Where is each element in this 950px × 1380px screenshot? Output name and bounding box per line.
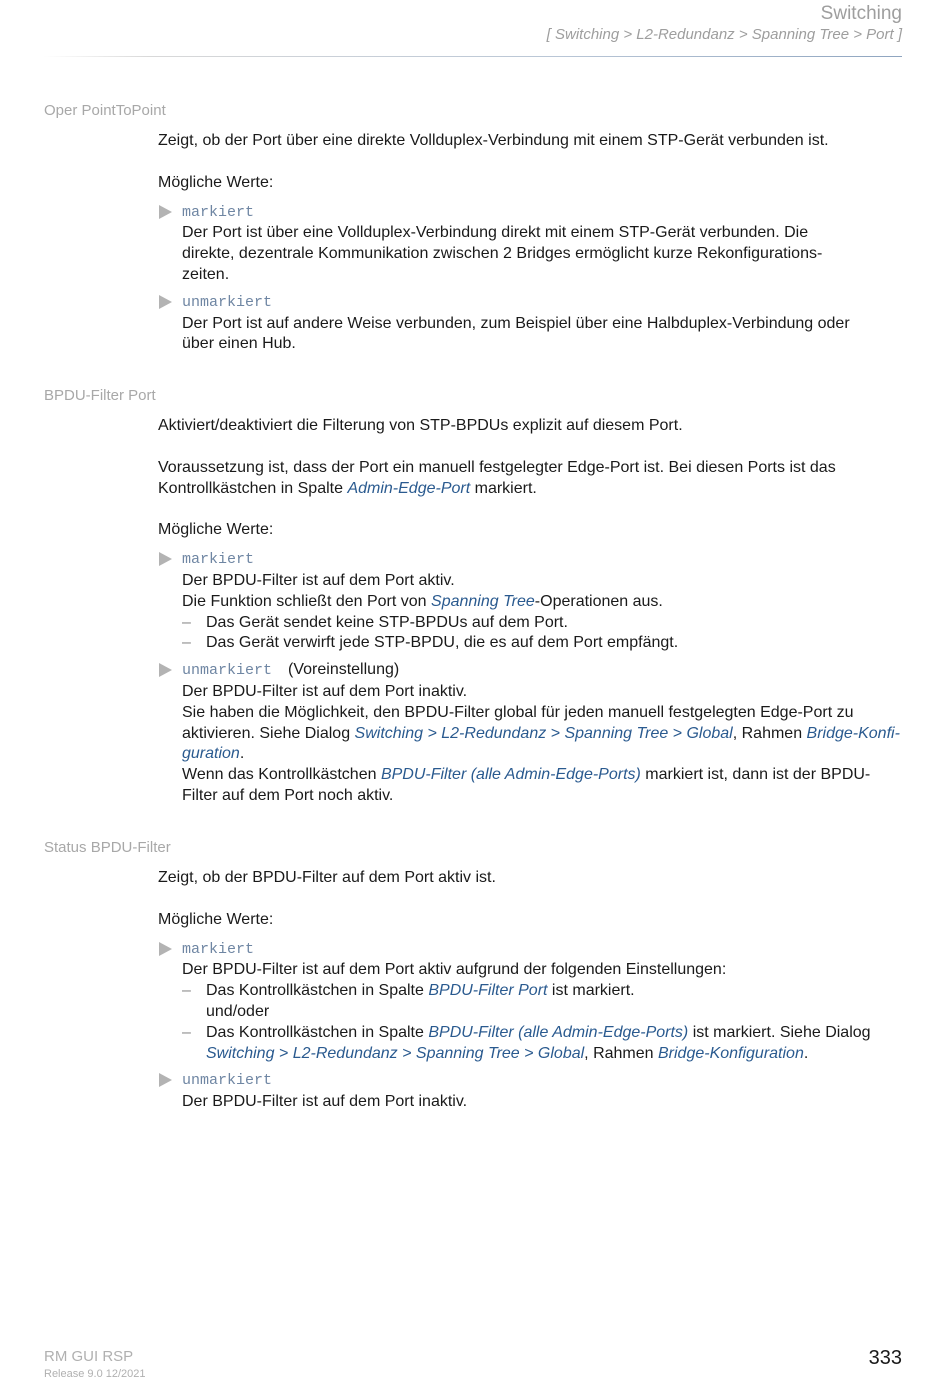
- value-text: [182, 724, 902, 745]
- dash-bullet-icon: –: [182, 982, 191, 1000]
- page-number: 333: [868, 1347, 902, 1369]
- dialog-reference: Switching > L2-Redundanz > Spanning Tree > Global: [354, 724, 733, 742]
- breadcrumb: [ Switching > L2-Redundanz > Spanning Tree > Port ]: [546, 26, 902, 43]
- value-text: Der BPDU-Filter ist auf dem Port aktiv.: [182, 571, 455, 589]
- section-description: Zeigt, ob der Port über eine direkte Vollduplex-Verbindung mit einem STP-Gerät verbunden ist.: [158, 132, 829, 149]
- field-reference: BPDU-Filter (alle Admin-Edge-Ports): [428, 1023, 689, 1041]
- value-item-markiert: [158, 202, 902, 286]
- frame-reference: Bridge-Konfiguration: [657, 1044, 804, 1062]
- value-item-markiert: [158, 939, 902, 1065]
- dash-text: , Rahmen: [584, 1044, 658, 1062]
- frame-reference: Bridge-Konfi-: [806, 724, 900, 742]
- value-text: Der BPDU-Filter ist auf dem Port inaktiv.: [182, 682, 468, 700]
- header-divider: [44, 56, 902, 57]
- chapter-title: Switching: [820, 3, 902, 24]
- dash-text: und/oder: [206, 1002, 270, 1020]
- default-marker: (Voreinstellung): [288, 661, 400, 679]
- dash-item: [182, 633, 902, 654]
- section-description: Aktiviert/deaktiviert die Filterung von STP-BPDUs explizit auf diesem Port.: [158, 417, 683, 434]
- section-label: Status BPDU-Filter: [44, 839, 171, 856]
- footer-product: RM GUI RSP: [44, 1348, 134, 1365]
- field-reference: BPDU-Filter (alle Admin-Edge-Ports): [380, 766, 641, 784]
- possible-values-label: Mögliche Werte:: [158, 173, 274, 191]
- dash-text: ist markiert.: [547, 982, 635, 1000]
- requirement-text: markiert.: [470, 479, 537, 497]
- feature-reference: Spanning Tree: [431, 592, 535, 610]
- section-label: Oper PointToPoint: [44, 102, 166, 119]
- footer-release: Release 9.0 12/2021: [44, 1368, 146, 1380]
- triangle-bullet-icon: [159, 295, 172, 309]
- dash-item: [182, 1023, 902, 1065]
- dash-bullet-icon: –: [182, 634, 191, 652]
- value-text-part: Die Funktion schließt den Port von: [182, 592, 432, 610]
- value-text-part: Wenn das Kontrollkästchen: [182, 766, 381, 784]
- value-text: über einen Hub.: [182, 335, 296, 353]
- value-item-markiert: [158, 549, 902, 654]
- value-text-part: .: [239, 745, 245, 763]
- dash-text: Das Kontrollkästchen in Spalte: [206, 1023, 429, 1041]
- value-text: zeiten.: [182, 265, 230, 283]
- value-text: Der Port ist über eine Vollduplex-Verbindung direkt mit einem STP-Gerät verbunden. Die: [182, 224, 809, 242]
- triangle-bullet-icon: [159, 552, 172, 566]
- possible-values-label: Mögliche Werte:: [158, 521, 274, 539]
- value-text: Der Port ist auf andere Weise verbunden, zum Beispiel über eine Halbduplex-Verbindung oder: [182, 314, 850, 332]
- dash-bullet-icon: –: [182, 613, 191, 631]
- value-item-unmarkiert: [158, 660, 902, 807]
- value-text: [182, 592, 902, 613]
- triangle-bullet-icon: [159, 663, 172, 677]
- value-item-unmarkiert: [158, 1070, 902, 1113]
- value-text: Sie haben die Möglichkeit, den BPDU-Filter global für jeden manuell festgelegten Edge-Port zu: [182, 703, 854, 721]
- triangle-bullet-icon: [159, 942, 172, 956]
- value-text-part: , Rahmen: [732, 724, 807, 742]
- dash-item: [182, 981, 902, 1023]
- value-name: unmarkiert: [182, 293, 273, 311]
- triangle-bullet-icon: [159, 205, 172, 219]
- possible-values-label: Mögliche Werte:: [158, 910, 274, 928]
- value-text: Der BPDU-Filter ist auf dem Port inaktiv.: [182, 1093, 468, 1111]
- value-text: Der BPDU-Filter ist auf dem Port aktiv aufgrund der folgenden Einstellungen:: [182, 961, 727, 979]
- value-text-part: markiert ist, dann ist der BPDU-: [640, 766, 871, 784]
- value-text: direkte, dezentrale Kommunikation zwischen 2 Bridges ermöglicht kurze Rekonfigurations-: [182, 245, 823, 263]
- section-requirement: [158, 458, 902, 500]
- dash-text: .: [803, 1044, 809, 1062]
- value-name: unmarkiert: [182, 1072, 273, 1090]
- triangle-bullet-icon: [159, 1073, 172, 1087]
- section-label: BPDU-Filter Port: [44, 387, 156, 404]
- field-reference: BPDU-Filter Port: [428, 982, 548, 1000]
- dash-bullet-icon: –: [182, 1023, 191, 1041]
- requirement-text: Kontrollkästchen in Spalte: [158, 479, 348, 497]
- dash-text: Das Gerät sendet keine STP-BPDUs auf dem Port.: [206, 613, 568, 631]
- value-item-unmarkiert: [158, 292, 902, 355]
- field-reference: Admin-Edge-Port: [347, 479, 471, 497]
- dash-text: Das Gerät verwirft jede STP-BPDU, die es auf dem Port empfängt.: [206, 634, 679, 652]
- frame-reference: guration: [182, 745, 240, 763]
- requirement-text: Voraussetzung ist, dass der Port ein manuell festgelegter Edge-Port ist. Bei diesen Ports ist das: [158, 458, 836, 476]
- dash-text: ist markiert. Siehe Dialog: [688, 1023, 871, 1041]
- section-description: Zeigt, ob der BPDU-Filter auf dem Port aktiv ist.: [158, 869, 496, 886]
- dash-text: Das Kontrollkästchen in Spalte: [206, 982, 429, 1000]
- value-name: unmarkiert: [182, 662, 273, 680]
- value-name: markiert: [182, 940, 255, 958]
- value-text: [182, 744, 902, 765]
- dash-item: [182, 613, 902, 634]
- value-name: markiert: [182, 551, 255, 569]
- dialog-reference: Switching > L2-Redundanz > Spanning Tree > Global: [206, 1044, 585, 1062]
- value-text: [182, 765, 902, 786]
- value-name: markiert: [182, 203, 255, 221]
- value-text-part: aktivieren. Siehe Dialog: [182, 724, 355, 742]
- value-text-part: -Operationen aus.: [534, 592, 663, 610]
- value-text: Filter auf dem Port noch aktiv.: [182, 786, 394, 804]
